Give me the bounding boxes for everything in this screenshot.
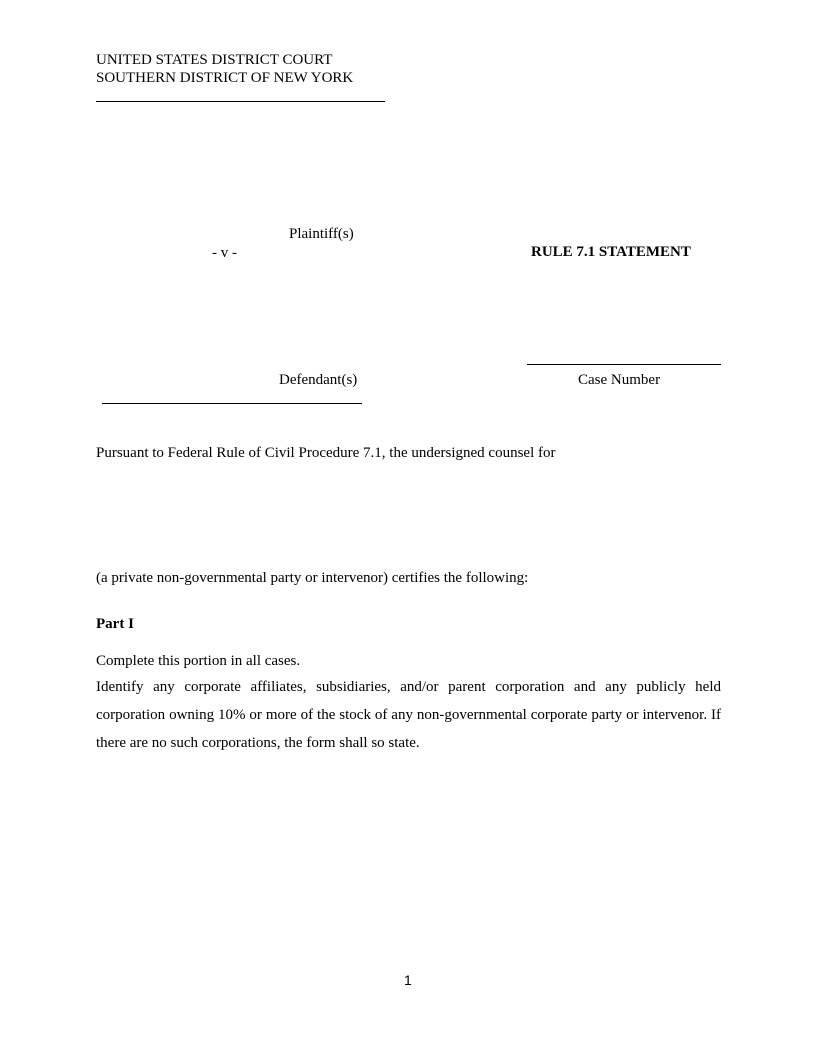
part1-instruction: Complete this portion in all cases. — [96, 653, 301, 669]
versus-label: - v - — [212, 245, 237, 261]
plaintiff-label: Plaintiff(s) — [289, 226, 354, 242]
page-number: 1 — [404, 972, 412, 988]
certification-text: (a private non-governmental party or intervenor) certifies the following: — [96, 570, 529, 586]
intro-text: Pursuant to Federal Rule of Civil Procedure 7.1, the undersigned counsel for — [96, 445, 556, 461]
court-district: SOUTHERN DISTRICT OF NEW YORK — [96, 70, 354, 86]
document-title: RULE 7.1 STATEMENT — [531, 244, 691, 260]
defendant-label: Defendant(s) — [279, 372, 358, 388]
part1-heading: Part I — [96, 616, 134, 632]
case-number-label: Case Number — [578, 372, 661, 388]
court-name: UNITED STATES DISTRICT COURT — [96, 52, 333, 68]
header-divider — [96, 101, 385, 102]
case-number-line[interactable] — [527, 364, 721, 365]
caption-divider — [102, 403, 362, 404]
part1-text: Identify any corporate affiliates, subsidiaries, and/or parent corporation and any publicly held corporation owning 10% or more of the stock of any non-governmental corporate party or intervenor. If there are no such corporations, the form shall so state. — [96, 679, 721, 751]
